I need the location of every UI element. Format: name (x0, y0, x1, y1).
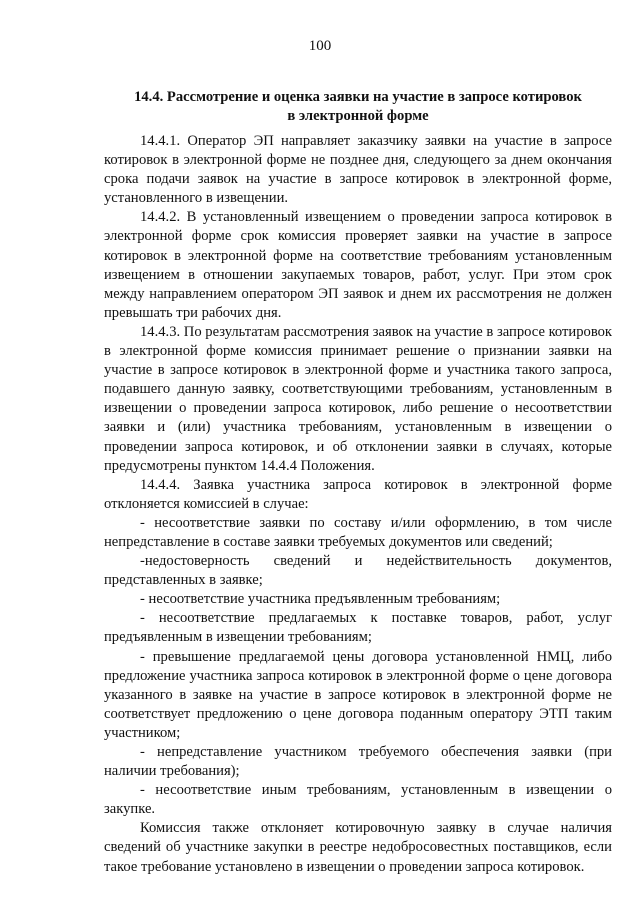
rejection-reason-item: - несоответствие участника предъявленным требованиям; (140, 591, 501, 608)
rejection-reason-item: - непредставление участником требуемого обеспечения заявки (при наличии требования); (104, 744, 612, 780)
section-heading-line-1: 14.4. Рассмотрение и оценка заявки на участие в запросе котировок (134, 89, 582, 105)
document-body (104, 132, 612, 877)
paragraph-14-4-2: 14.4.2. В установленный извещением о проведении запроса котировок в электронной форме срок комиссия проверяет заявки на участие в запросе котировок в электронной форме на соответствие требованиям установленным извещением в отношении закупаемых товаров, работ, услуг. При этом срок между направлением оператором ЭП заявок и днем их рассмотрения не должен превышать три рабочих дня. (104, 209, 612, 321)
paragraph-14-4-3: 14.4.3. По результатам рассмотрения заявок на участие в запросе котировок в электронной форме комиссия принимает решение о признании заявки на участие в запросе котировок в электронной форме и участника такого запроса, подавшего данную заявку, соответствующими требованиям, установленным в извещении о проведении запроса котировок, либо решение о несоответствии заявки и (или) участника требованиям, установленным в извещении о проведении запроса котировок, и об отклонении заявки в случаях, которые предусмотрены пунктом 14.4.4 Положения. (104, 323, 612, 474)
page-number: 100 (308, 38, 332, 54)
section-heading-line-2: в электронной форме (287, 108, 429, 124)
paragraph-14-4-4: 14.4.4. Заявка участника запроса котировок в электронной форме отклоняется комиссией в случае: (104, 476, 612, 512)
closing-paragraph: Комиссия также отклоняет котировочную заявку в случае наличия сведений об участнике закупки в реестре недобросовестных поставщиков, если такое требование установлено в извещении о проведении запроса котировок. (104, 820, 612, 875)
paragraph-14-4-1: 14.4.1. Оператор ЭП направляет заказчику заявки на участие в запросе котировок в электронной форме не позднее дня, следующего за днем окончания срока подачи заявок на участие в запросе котировок в электронной форме, установленного в извещении. (104, 133, 612, 207)
rejection-reason-item: - несоответствие предлагаемых к поставке товаров, работ, услуг предъявленным в извещении требованиям; (104, 610, 612, 646)
rejection-reason-item: - несоответствие заявки по составу и/или оформлению, в том числе непредставление в составе заявки требуемых документов или сведений; (104, 514, 612, 550)
rejection-reason-item: - превышение предлагаемой цены договора установленной НМЦ, либо предложение участника запроса котировок в электронной форме о цене договора указанного в заявке на участие в запросе котировок в электронной форме не соответствует предложению о цене договора поданным оператору ЭТП таким участником; (104, 648, 612, 741)
section-heading (104, 88, 612, 126)
rejection-reason-item: - несоответствие иным требованиям, установленным в извещении о закупке. (104, 782, 612, 818)
rejection-reason-item: -недостоверность сведений и недействительность документов, представленных в заявке; (104, 553, 612, 589)
